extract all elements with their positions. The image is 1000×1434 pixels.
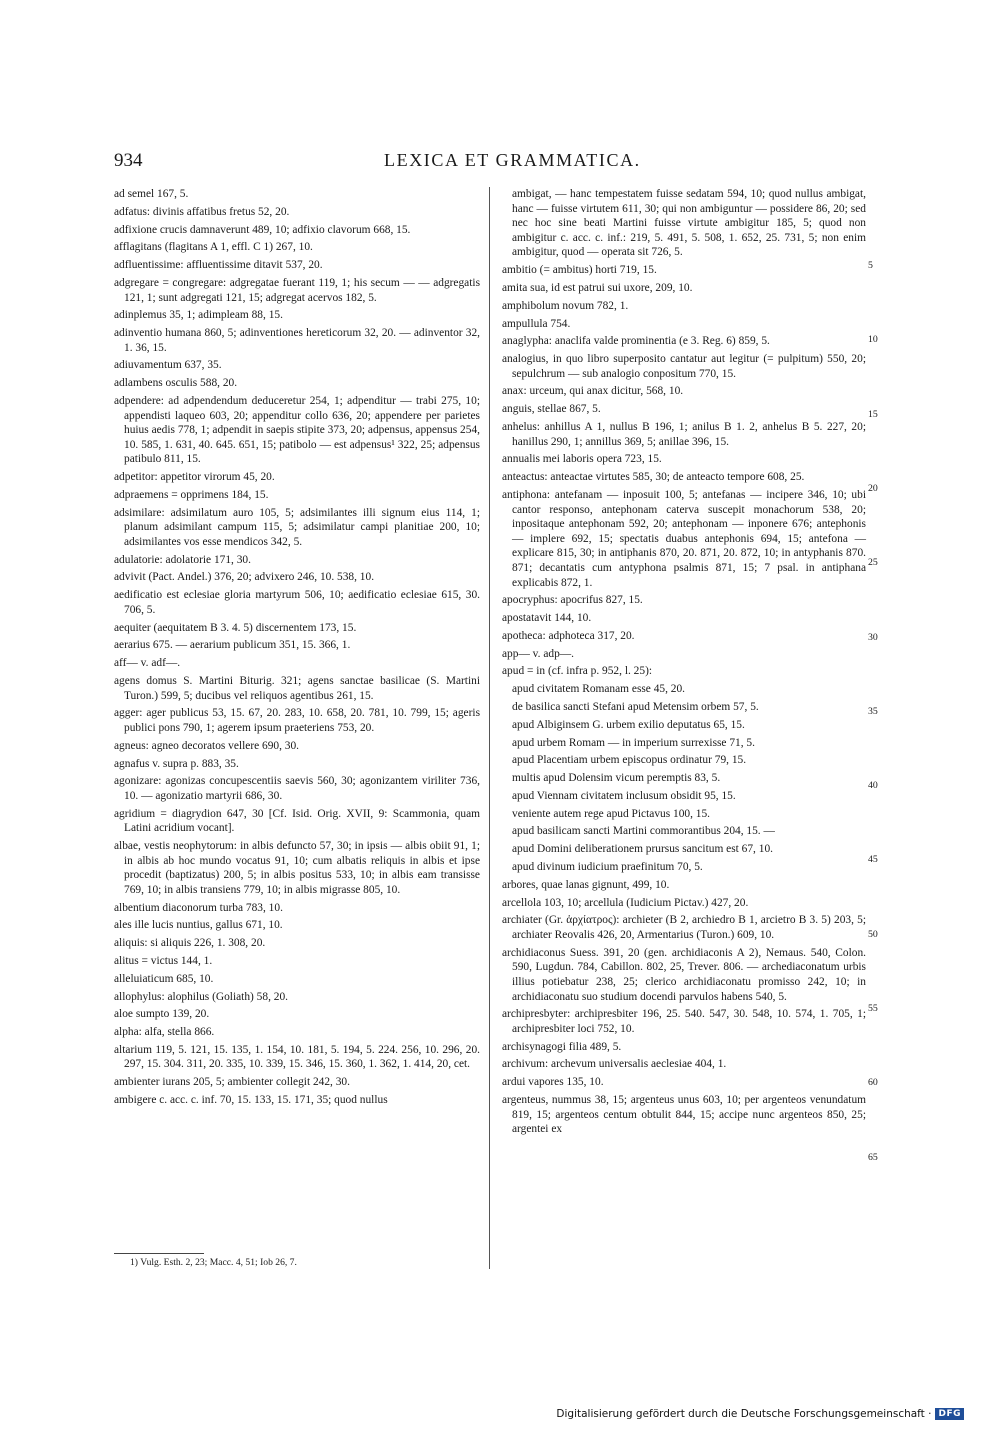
dictionary-entry: amphibolum novum 782, 1. xyxy=(502,299,629,312)
page-header xyxy=(114,150,874,174)
apud-subentry: apud urbem Romam — in imperium surrexisse 71, 5. xyxy=(512,736,755,749)
dictionary-entry: altarium 119, 5. 121, 15. 135, 1. 154, 10. 181, 5. 194, 5. 224. 256, 10. 296, 20. 297, 15. 304. 311, 20. 335, 10. 339, 15. 346, 15. 360, 1. 362, 1. 414, 20, cet. xyxy=(114,1043,480,1071)
dictionary-entry-continued: ambigat, — hanc tempestatem fuisse sedatam 594, 10; quod nullus ambigat, hanc — fuisse virtutem 611, 30; qui non ambiguntur — possidere 86, 20; sed nec hoc sine beati Martini fuisse virtute ambigitur 185, 5; quod non ambigitur c. acc. c. inf.: 219, 5. 491, 5. 508, 1. 652, 25. 731, 5; non enim ambigitur, quod — operata sit 726, 5. xyxy=(512,188,866,259)
dictionary-entry: ampullula 754. xyxy=(502,317,571,330)
line-number: 25 xyxy=(868,557,878,569)
dictionary-entry: archivum: archevum universalis aeclesiae 404, 1. xyxy=(502,1058,727,1071)
dictionary-entry: albentium diaconorum turba 783, 10. xyxy=(114,901,283,914)
dictionary-entry: adgregare = congregare: adgregatae fuerant 119, 1; his secum — — adgregatis 121, 1; sunt adgregati 121, 15; adgregat acervos 182, 5. xyxy=(114,276,480,304)
dictionary-entry: anhelus: anhillus A 1, nullus B 196, 1; anilus B 1. 2, anhelus B 5. 227, 20; hanillus 290, 1; annillus 369, 5; anillae 396, 15. xyxy=(502,421,866,448)
dictionary-entry: aedificatio est eclesiae gloria martyrum 506, 10; aedificatio eclesiae 615, 30. 706, 5. xyxy=(114,589,480,616)
dictionary-entry: anax: urceum, qui anax dicitur, 568, 10. xyxy=(502,385,684,398)
dictionary-entry: amita sua, id est patrui sui uxore, 209, 10. xyxy=(502,281,693,294)
dictionary-entry: ad semel 167, 5. xyxy=(114,188,189,200)
column-separator xyxy=(489,187,490,1269)
running-title: LEXICA ET GRAMMATICA. xyxy=(384,150,641,170)
apud-subentry: apud divinum iudicium praefinitum 70, 5. xyxy=(512,861,703,873)
dictionary-entry: afflagitans (flagitans A 1, effl. C 1) 267, 10. xyxy=(114,241,313,254)
dictionary-entry: arbores, quae lanas gignunt, 499, 10. xyxy=(502,878,670,891)
dictionary-entry: adpendere: ad adpendendum deduceretur 254, 1; adpenditur — trabi 275, 10; appendisti laqueo 603, 20; appenditur collo 636, 20; appendere per parietes huius aedis 778, 1; adpendit in saepis stipite 373, 20; adpensus, appensus 254, 10. 585, 1. 631, 40. 645. 651, 15; patibolo — est adpensus¹ 322, 25; adpensus patibulo 811, 15. xyxy=(114,395,480,466)
dictionary-entry: ales ille lucis nuntius, gallus 671, 10. xyxy=(114,919,283,932)
dictionary-entry: alpha: alfa, stella 866. xyxy=(114,1026,215,1039)
dfg-logo-icon: DFG xyxy=(935,1408,964,1420)
apud-subentry: apud basilicam sancti Martini commorantibus 204, 15. — xyxy=(512,825,775,838)
line-number: 55 xyxy=(868,1003,878,1014)
dictionary-entry: apotheca: adphoteca 317, 20. xyxy=(502,629,635,642)
apud-subentry: apud Albiginsem G. urbem exilio deputatus 65, 15. xyxy=(512,718,745,731)
line-number: 40 xyxy=(868,780,878,792)
left-column xyxy=(114,187,480,1111)
dictionary-entry: adfatus: divinis affatibus fretus 52, 20. xyxy=(114,205,290,218)
line-number: 35 xyxy=(868,705,878,717)
digitization-credit xyxy=(556,1408,964,1420)
dictionary-entry: adulatorie: adolatorie 171, 30. xyxy=(114,553,251,566)
dictionary-entry: adlambens osculis 588, 20. xyxy=(114,377,238,390)
dictionary-entry: agger: ager publicus 53, 15. 67, 20. 283, 10. 658, 20. 781, 10. 799, 15; ageris publici pons 790, 1; agerem ipsum praeteriens 753, 20. xyxy=(114,707,480,734)
apud-subentry: veniente autem rege apud Pictavus 100, 15. xyxy=(512,807,711,820)
apud-subentry: apud Placentiam urbem episcopus ordinatur 79, 15. xyxy=(512,754,747,767)
dictionary-entry: alitus = victus 144, 1. xyxy=(114,954,213,967)
dictionary-entry: archiater (Gr. ἀρχίατρος): archieter (B 2, archiedro B 1, arcietro B 3. 5) 203, 5; archiater Reovalis 426, 20, Armentarius (Turon.) 609, 10. xyxy=(502,914,866,941)
dictionary-entry: agens domus S. Martini Biturig. 321; agens sanctae basilicae (S. Martini Turon.) 599, 5; ducibus vel reliquos agentibus 261, 15. xyxy=(114,674,480,702)
dictionary-entry: ambienter iurans 205, 5; ambienter collegit 242, 30. xyxy=(114,1076,350,1089)
dictionary-entry: argenteus, nummus 38, 15; argenteus unus 603, 10; per argenteos venundatum 819, 15; argenteos centum obtulit 844, 15; accipe nunc argenteos 850, 25; argentei ex xyxy=(502,1094,866,1136)
dictionary-entry: anguis, stellae 867, 5. xyxy=(502,403,601,416)
dictionary-entry: albae, vestis neophytorum: in albis defuncto 57, 30; in ipsis — albis obiit 91, 1; in albis ab hoc mundo vocatus 91, 10; cum albatis reliquis in albis et ipse procedit (baptizatus) 200, 5; in albis positus 533, 10; in albis eam transisse 769, 10; in albis transiens 779, 10; in albis migrasse 805, 10. xyxy=(114,840,480,896)
dictionary-entry: adinplemus 35, 1; adimpleam 88, 15. xyxy=(114,309,283,322)
dictionary-entry: archipresbyter: archipresbiter 196, 25. 540. 547, 30. 548, 10. 574, 1. 705, 1; archipresbiter loci 752, 10. xyxy=(502,1008,866,1035)
dictionary-entry: aloe sumpto 139, 20. xyxy=(114,1008,210,1021)
dictionary-entry: agonizare: agonizas concupescentiis saevis 560, 30; agonizantem viriliter 736, 10. — agonizatio martyrii 686, 30. xyxy=(114,775,480,802)
dictionary-entry: adinventio humana 860, 5; adinventiones hereticorum 32, 20. — adinventor 32, 1. 36, 15. xyxy=(114,327,480,354)
dictionary-entry: antiphona: antefanam — inposuit 100, 5; antefanas — incipere 346, 10; ubi cantor responso, antephonam caterva suscepit monachorum 538, 20; inpositaque antephonam 592, 20; antephonam — inponere 676; antephonis — implere 692, 15; spectatis duabus antephonis 694, 15; antefona — explicare 815, 30; in antiphanis 870, 20. 871, 20. 872, 10; in antyphanis 870. 871; decantatis cum antyphona psalmis 871, 15; 7 psal. in antiphana explicabis 872, 1. xyxy=(502,488,866,589)
dictionary-entry: aerarius 675. — aerarium publicum 351, 15. 366, 1. xyxy=(114,639,351,652)
apud-subentry: de basilica sancti Stefani apud Metensim orbem 57, 5. xyxy=(512,700,759,713)
dictionary-entry: ambitio (= ambitus) horti 719, 15. xyxy=(502,264,657,277)
line-number: 60 xyxy=(868,1077,878,1089)
dictionary-entry: aliquis: si aliquis 226, 1. 308, 20. xyxy=(114,937,266,950)
line-number: 20 xyxy=(868,482,878,494)
dictionary-entry: agneus: agneo decoratos vellere 690, 30. xyxy=(114,739,300,752)
footnote-rule xyxy=(114,1253,204,1254)
footnote: 1) Vulg. Esth. 2, 23; Macc. 4, 51; Iob 26, 7. xyxy=(130,1257,297,1268)
page-number: 934 xyxy=(114,150,143,171)
dictionary-entry: apocryphus: apocrifus 827, 15. xyxy=(502,594,643,607)
dictionary-entry: arcellola 103, 10; arcellula (Iudicium Pictav.) 427, 20. xyxy=(502,896,749,909)
line-number: 15 xyxy=(868,408,878,420)
credit-text: Digitalisierung gefördert durch die Deutsche Forschungsgemeinschaft · xyxy=(556,1408,932,1420)
dictionary-entry: alleluiaticum 685, 10. xyxy=(114,972,214,985)
dictionary-entry: adfluentissime: affluentissime ditavit 537, 20. xyxy=(114,259,323,272)
dictionary-entry: ambigere c. acc. c. inf. 70, 15. 133, 15. 171, 35; quod nullus xyxy=(114,1094,388,1106)
dictionary-entry: archidiaconus Suess. 391, 20 (gen. archidiaconis A 2), Nemaus. 540, Colon. 590, Lugdun. 784, Cabillon. 802, 25, Trever. 806. — archediaconatum urbis illius potiebatur 238, 25; clerico archidiaconatu promisso 242, 10; in archidiaconatu suo studium docendi parvulos habens 540, 5. xyxy=(502,946,866,1003)
dictionary-entry: advivit (Pact. Andel.) 376, 20; advixero 246, 10. 538, 10. xyxy=(114,571,375,584)
line-number: 45 xyxy=(868,854,878,866)
apud-subentry: apud Domini deliberationem prursus sancitum est 67, 10. xyxy=(512,843,773,856)
dictionary-entry: aequiter (aequitatem B 3. 4. 5) discernentem 173, 15. xyxy=(114,621,357,634)
line-number: 10 xyxy=(868,334,878,346)
apud-subentry: apud civitatem Romanam esse 45, 20. xyxy=(512,683,686,696)
dictionary-entry: aff— v. adf—. xyxy=(114,657,181,670)
dictionary-entry: anteactus: anteactae virtutes 585, 30; de anteacto tempore 608, 25. xyxy=(502,471,805,484)
dictionary-entry: adfixione crucis damnaverunt 489, 10; adfixio clavorum 668, 15. xyxy=(114,223,411,236)
dictionary-entry: apostatavit 144, 10. xyxy=(502,612,592,625)
dictionary-entry: allophylus: alophilus (Goliath) 58, 20. xyxy=(114,990,289,1003)
dictionary-entry: ardui vapores 135, 10. xyxy=(502,1076,604,1089)
dictionary-entry: archisynagogi filia 489, 5. xyxy=(502,1040,622,1053)
line-number: 65 xyxy=(868,1151,878,1163)
line-number: 50 xyxy=(868,928,878,940)
dictionary-entry: adpraemens = opprimens 184, 15. xyxy=(114,488,269,501)
dictionary-entry: adsimilare: adsimilatum auro 105, 5; adsimilantes illi signum eius 114, 1; planum adsimilant campum 115, 5; adsimilatur campi planitiae 200, 10; adsimilantes vos esse mendicos 342, 5. xyxy=(114,506,480,548)
line-numbers xyxy=(868,187,888,1269)
dictionary-entry: adiuvamentum 637, 35. xyxy=(114,359,222,372)
right-column xyxy=(502,187,866,1140)
dictionary-entry: analogius, in quo libro superposito cantatur aut legitur (= pulpitum) 550, 20; sepulchrum — sub analogio conpositum 770, 15. xyxy=(502,353,866,380)
line-number: 30 xyxy=(868,631,878,643)
apud-subentry: multis apud Dolensim vicum peremptis 83, 5. xyxy=(512,772,721,785)
dictionary-entry: apud = in (cf. infra p. 952, l. 25): xyxy=(502,665,653,678)
dictionary-entry: annualis mei laboris opera 723, 15. xyxy=(502,453,662,466)
dictionary-entry: agridium = diagrydion 647, 30 [Cf. Isid. Orig. XVII, 9: Scammonia, quam Latini acridium vocant]. xyxy=(114,807,480,835)
dictionary-entry: app— v. adp—. xyxy=(502,647,575,660)
dictionary-entry: agnafus v. supra p. 883, 35. xyxy=(114,757,239,770)
dictionary-entry: adpetitor: appetitor virorum 45, 20. xyxy=(114,471,275,484)
apud-subentry: apud Viennam civitatem inclusum obsidit 95, 15. xyxy=(512,789,736,802)
line-number: 5 xyxy=(868,260,873,271)
dictionary-entry: anaglypha: anaclifa valde prominentia (e 3. Reg. 6) 859, 5. xyxy=(502,335,770,348)
